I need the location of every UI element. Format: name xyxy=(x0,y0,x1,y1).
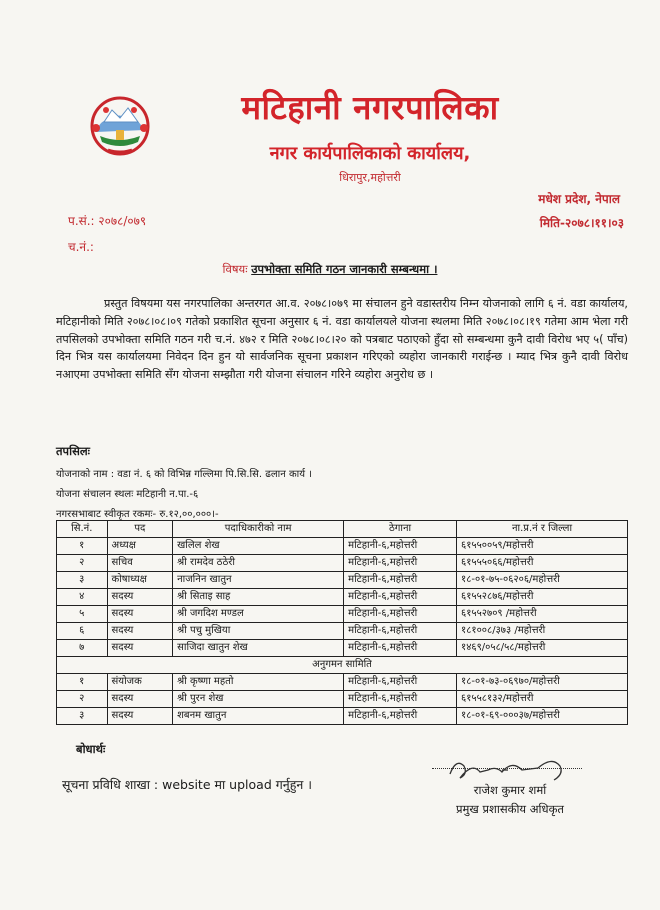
cell-address: मटिहानी-६,महोत्तरी xyxy=(344,674,457,691)
subject-line xyxy=(0,262,660,277)
cell-citizenship: ६१५५२८७६/महोत्तरी xyxy=(457,589,628,606)
cell-address: मटिहानी-६,महोत्तरी xyxy=(344,606,457,623)
cell-sn: ३ xyxy=(57,708,108,725)
table-section-row xyxy=(57,657,628,674)
cell-address: मटिहानी-६,महोत्तरी xyxy=(344,538,457,555)
cell-name: श्री पचु मुखिया xyxy=(173,623,344,640)
cell-post: अध्यक्ष xyxy=(107,538,173,555)
table-row xyxy=(57,555,628,572)
details-heading: तपसिलः xyxy=(56,444,90,458)
cell-sn: २ xyxy=(57,691,108,708)
signature-line xyxy=(432,768,582,769)
cell-post: सदस्य xyxy=(107,691,173,708)
cell-name: शबनम खातुन xyxy=(173,708,344,725)
col-header-sn: सि.नं. xyxy=(57,521,108,538)
cell-post: सचिव xyxy=(107,555,173,572)
approved-amount: नगरसभाबाट स्वीकृत रकमः- रु.१२,००,०००।- xyxy=(56,509,219,520)
cell-name: खलिल शेख xyxy=(173,538,344,555)
municipality-title: मटिहानी नगरपालिका xyxy=(241,88,499,127)
signatory-name: राजेश कुमार शर्मा xyxy=(473,783,547,797)
cell-citizenship: १८१००८/३७३ /महोत्तरी xyxy=(457,623,628,640)
cell-sn: ५ xyxy=(57,606,108,623)
cell-citizenship: ६१५५५०६६/महोत्तरी xyxy=(457,555,628,572)
cell-name: नाजनिन खातुन xyxy=(173,572,344,589)
letter-body: प्रस्तुत विषयमा यस नगरपालिका अन्तरगत आ.व. २०७८।०७९ मा संचालन हुने वडास्तरीय निम्न योजनाको लागि ६ नं. वडा कार्यालय, मटिहानीको मिति २०७८।०८।०९ गतेको प्रकाशित सूचना अनुसार ६ नं. वडा कार्यालयले योजना स्थलमा मिति २०७८।०८।१९ गतेमा आम भेला गरी तपसिलको उपभोक्ता समिति गठन गरी च.नं. ४७२ र मिति २०७८।०८।२० को पत्रबाट पठाएको हुँदा सो सम्बन्धमा कुनै दावी विरोध भए ५( पाँच) दिन भित्र यस कार्यालयमा निवेदन दिन हुन यो सार्वजनिक सूचना प्रकाशन गरिएको व्यहोरा जानकारी गराईन्छ । म्याद भित्र कुनै दावी विरोध नआएमा उपभोक्ता समिति सँग योजना सम्झौता गरी योजना संचालन गरिने व्यहोरा अनुरोध छ । xyxy=(56,297,628,382)
cell-citizenship: १८-०१-७३-०६९७०/महोत्तरी xyxy=(457,674,628,691)
table-row xyxy=(57,623,628,640)
cell-address: मटिहानी-६,महोत्तरी xyxy=(344,708,457,725)
office-subtitle: नगर कार्यपालिकाको कार्यालय, xyxy=(269,143,471,164)
col-header-post: पद xyxy=(107,521,173,538)
cell-citizenship: १४६९/०५८/५८/महोत्तरी xyxy=(457,640,628,657)
nepal-emblem-icon xyxy=(82,92,158,158)
cell-address: मटिहानी-६,महोत्तरी xyxy=(344,691,457,708)
cell-address: मटिहानी-६,महोत्तरी xyxy=(344,555,457,572)
col-header-address: ठेगाना xyxy=(344,521,457,538)
table-row xyxy=(57,640,628,657)
for-information-heading: बोधार्थः xyxy=(76,742,106,756)
cell-citizenship: १८-०१-७५-०६२०६/महोत्तरी xyxy=(457,572,628,589)
table-row xyxy=(57,538,628,555)
cell-citizenship: ६१५५००५९/महोत्तरी xyxy=(457,538,628,555)
office-address: धिरापुर,महोत्तरी xyxy=(339,171,401,184)
monitoring-committee-heading: अनुगमन सामिति xyxy=(57,657,628,674)
cell-sn: ४ xyxy=(57,589,108,606)
col-header-citizenship: ना.प्र.नं र जिल्ला xyxy=(457,521,628,538)
cell-address: मटिहानी-६,महोत्तरी xyxy=(344,589,457,606)
cell-sn: १ xyxy=(57,538,108,555)
table-row xyxy=(57,691,628,708)
table-header-row xyxy=(57,521,628,538)
project-location: योजना संचालन स्थलः मटिहानी न.पा.-६ xyxy=(56,489,199,500)
subject-label: विषयः xyxy=(222,262,248,276)
cell-citizenship: ६१५५८१३२/महोत्तरी xyxy=(457,691,628,708)
subject-text: उपभोक्ता समिति गठन जानकारी सम्बन्धमा । xyxy=(251,262,438,276)
cell-name: श्री रामदेव ठठेरी xyxy=(173,555,344,572)
letter-date: मिति-२०७८।११।०३ xyxy=(539,216,624,230)
cell-sn: ६ xyxy=(57,623,108,640)
dispatch-number: च.नं.: xyxy=(68,240,94,254)
cell-name: साजिदा खातुन शेख xyxy=(173,640,344,657)
cell-post: सदस्य xyxy=(107,623,173,640)
cell-sn: १ xyxy=(57,674,108,691)
cell-address: मटिहानी-६,महोत्तरी xyxy=(344,623,457,640)
it-section-notice: सूचना प्रविधि शाखा : website मा upload गर्नुहुन । xyxy=(62,777,312,792)
col-header-name: पदाधिकारीको नाम xyxy=(173,521,344,538)
reference-number: प.सं.: २०७८/०७९ xyxy=(68,214,147,228)
cell-name: श्री सिताइ साह xyxy=(173,589,344,606)
table-row xyxy=(57,589,628,606)
cell-address: मटिहानी-६,महोत्तरी xyxy=(344,640,457,657)
table-row xyxy=(57,708,628,725)
cell-post: कोषाध्यक्ष xyxy=(107,572,173,589)
cell-name: श्री जगदिश मण्डल xyxy=(173,606,344,623)
province-line: मधेश प्रदेश, नेपाल xyxy=(538,192,620,206)
cell-post: संयोजक xyxy=(107,674,173,691)
cell-sn: २ xyxy=(57,555,108,572)
cell-citizenship: ६१५५२७०९ /महोत्तरी xyxy=(457,606,628,623)
committee-table xyxy=(56,520,628,725)
cell-address: मटिहानी-६,महोत्तरी xyxy=(344,572,457,589)
table-row xyxy=(57,572,628,589)
project-name: योजनाको नाम : वडा नं. ६ को विभिन्न गल्लिमा पि.सि.सि. ढलान कार्य । xyxy=(56,469,313,480)
cell-sn: ७ xyxy=(57,640,108,657)
cell-sn: ३ xyxy=(57,572,108,589)
cell-citizenship: १८-०१-६९-०००३७/महोत्तरी xyxy=(457,708,628,725)
cell-post: सदस्य xyxy=(107,606,173,623)
cell-post: सदस्य xyxy=(107,708,173,725)
cell-post: सदस्य xyxy=(107,640,173,657)
signatory-title: प्रमुख प्रशासकीय अधिकृत xyxy=(456,802,564,816)
cell-post: सदस्य xyxy=(107,589,173,606)
table-row xyxy=(57,674,628,691)
cell-name: श्री पुरन शेख xyxy=(173,691,344,708)
table-row xyxy=(57,606,628,623)
signature-mark xyxy=(442,752,582,786)
cell-name: श्री कृष्णा महतो xyxy=(173,674,344,691)
